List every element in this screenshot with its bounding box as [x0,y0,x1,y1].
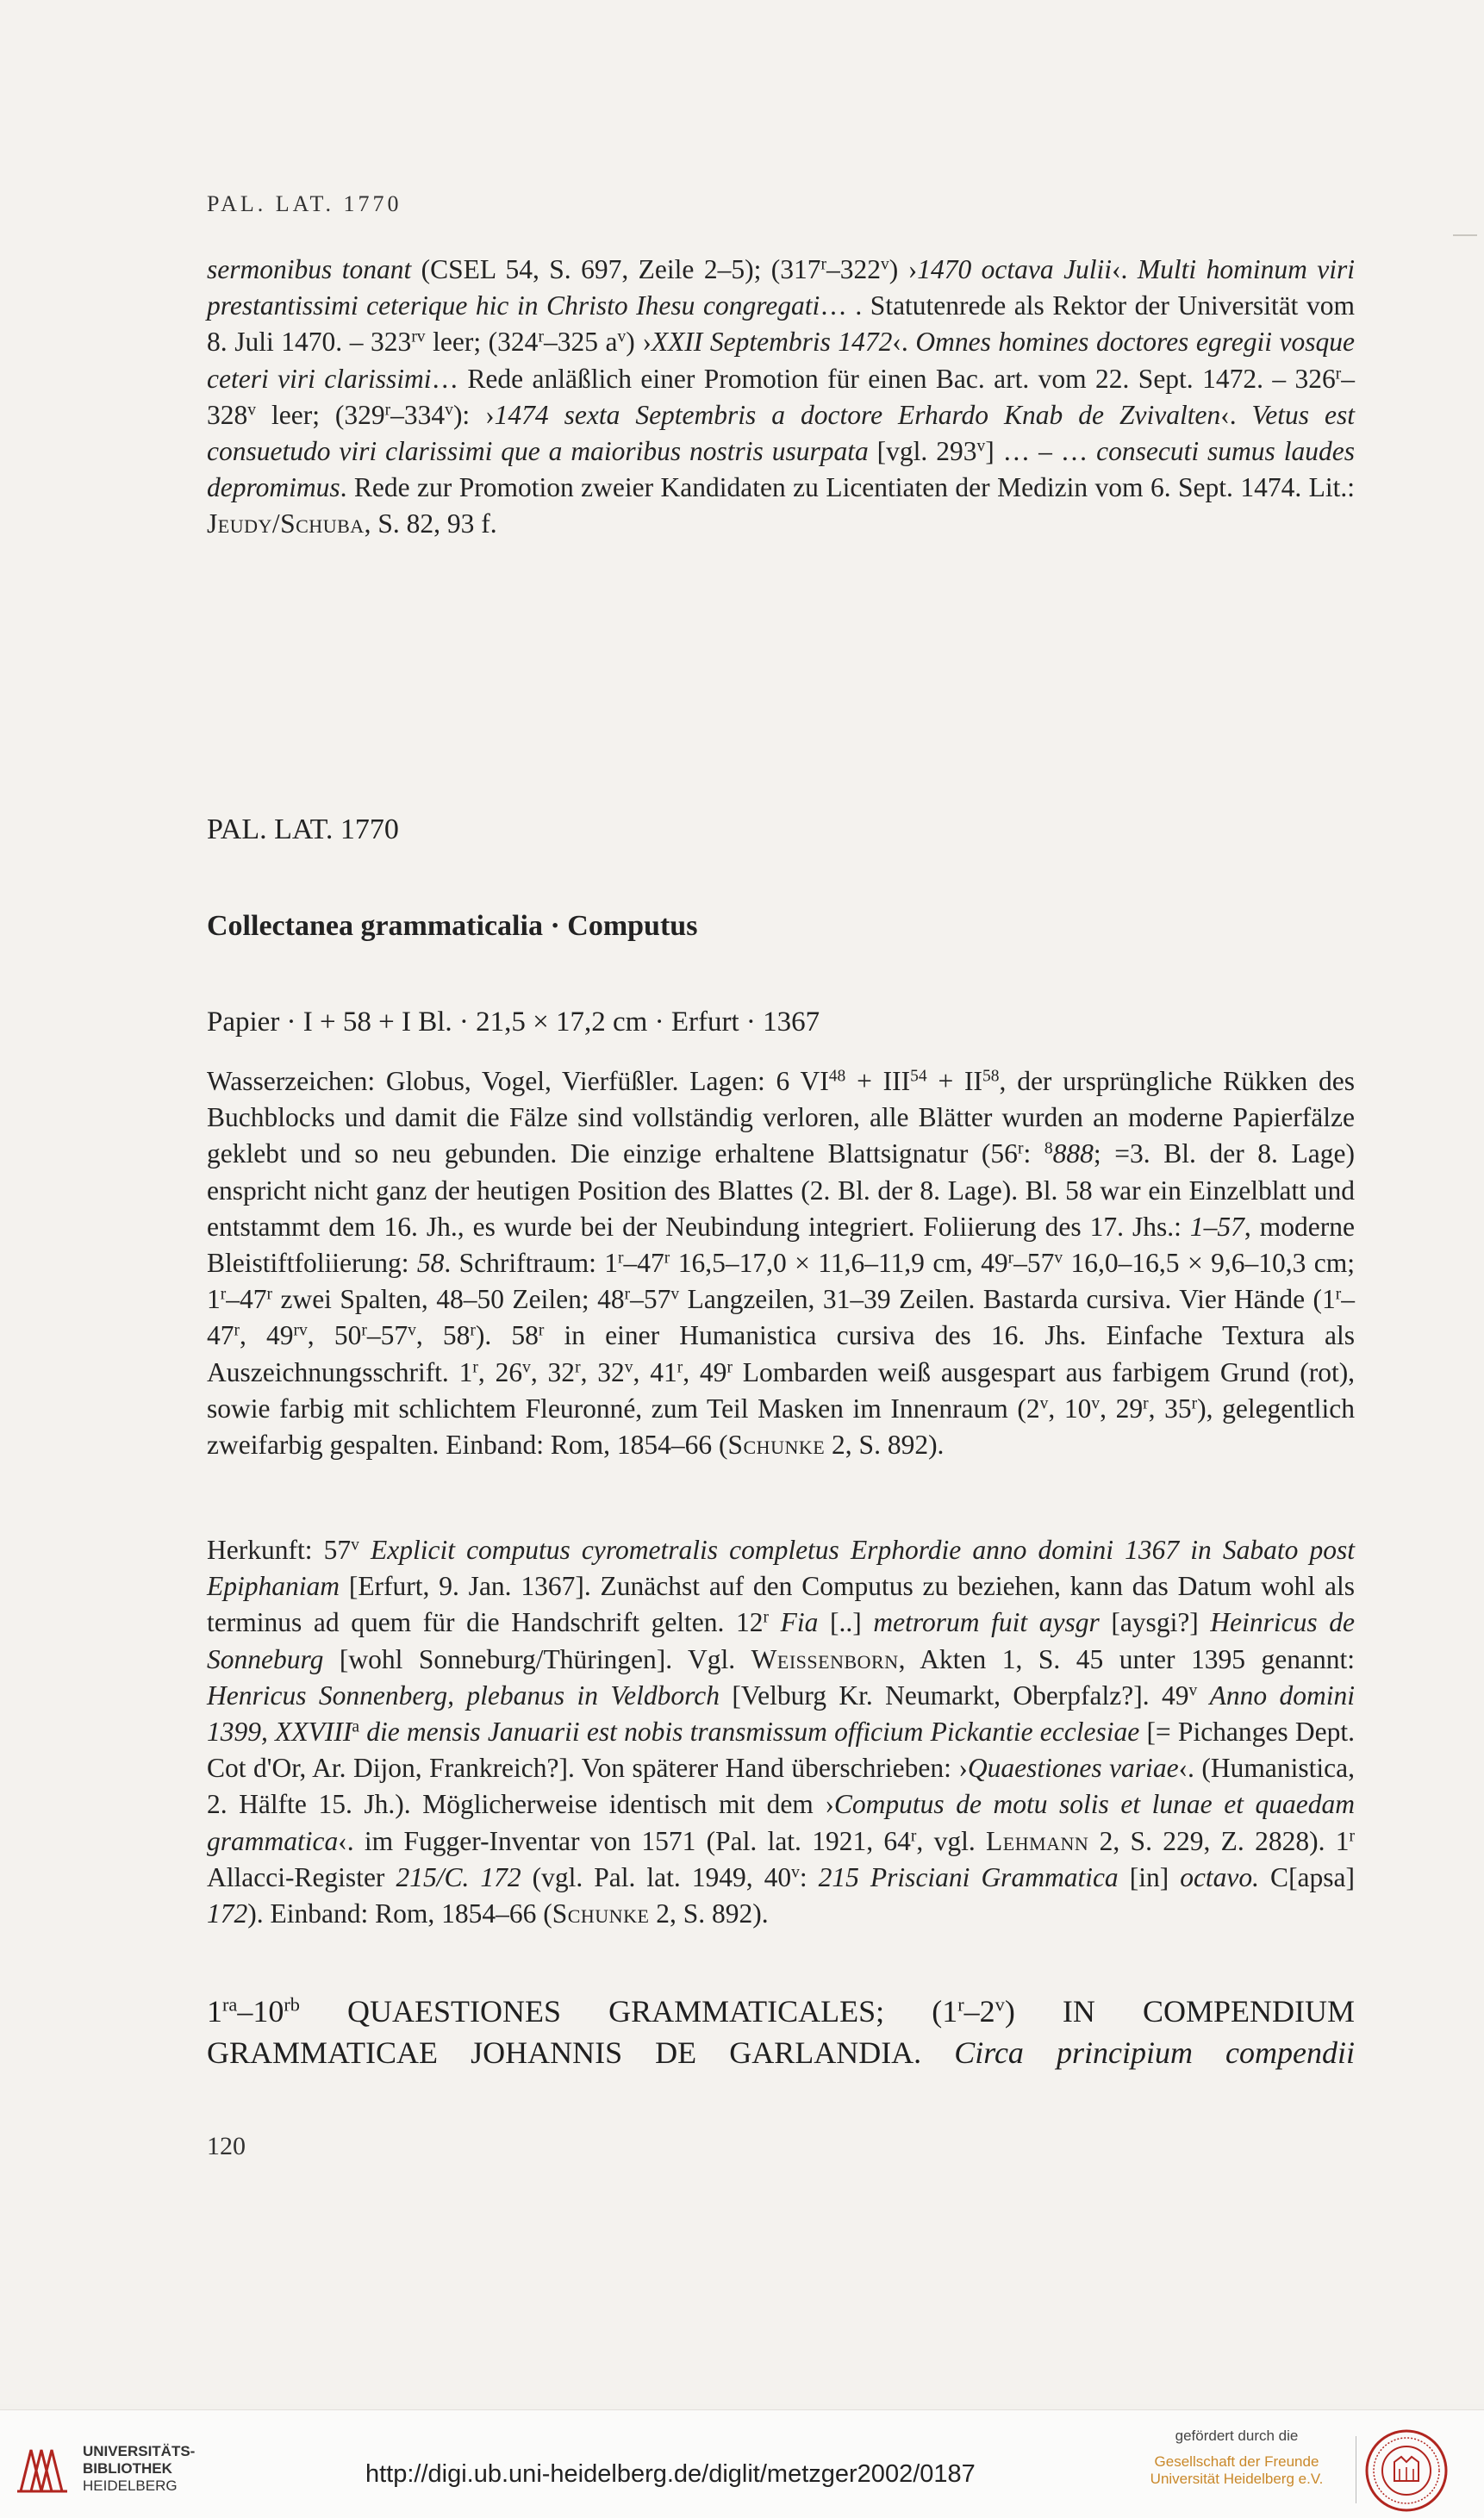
text-run: , 26 [477,1356,523,1387]
text-run: Wasserzeichen: Globus, Vogel, Vierfüßler. Lagen: 6 VI [207,1066,829,1096]
italic-text: 1470 octava Julii [917,254,1113,284]
provenance-text [207,1532,1355,1932]
library-name[interactable] [83,2443,195,2495]
section-heading: PAL. LAT. 1770 [207,813,399,845]
text-run: ‹. (Humanistica, 2. Hälfte 15. Jh.). Möglicherweise identisch mit dem › [207,1753,1356,1820]
text-run: ). Einband: Rom, 1854–66 ( [247,1898,552,1929]
italic-text: 58 [416,1248,445,1279]
text-run: leer; (329 [256,399,385,430]
superscript: v [976,437,986,456]
text-run: : [1023,1138,1044,1169]
contents-entry-text [207,1994,1355,2070]
italic-text: 172 [207,1898,248,1929]
superscript: r [538,327,544,346]
text-run: [Erfurt, 9. Jan. 1367]. Zunächst auf den Computus zu beziehen, kann das Datum wohl als terminus ad quem für die Handschrift gelten. 12 [207,1571,1355,1638]
superscript: r [726,1357,733,1376]
library-name-line: HEIDELBERG [83,2477,178,2494]
text-run: , Akten 1, S. 45 unter 1395 genannt: [898,1643,1355,1674]
text-run: –47 [207,1284,1356,1351]
superscript: r [220,1285,227,1304]
text-run: , 35 [1148,1393,1192,1424]
text-run: [= Pichanges Dept. Cot d'Or, Ar. Dijon, Frankreich?]. Von späterer Hand überschrieben: › [207,1717,1355,1784]
italic-text: 1–57 [1189,1211,1244,1242]
italic-text: metrorum fuit aysgr [873,1607,1100,1638]
text-run: [wohl Sonneburg/Thüringen]. Vgl. [323,1643,751,1674]
text-run: . Rede zur Promotion zweier Kandidaten zu Licentiaten der Medizin vom 6. Sept. 1474. Lit.: [340,472,1355,503]
italic-text: 215/C. 172 [396,1861,521,1892]
superscript: ra [222,1993,238,2016]
text-run: Lombarden weiß ausgespart aus farbigem Grund (rot), sowie farbig mit schlichtem Fleuronné, zum Teil Masken im Innenraum (2 [207,1356,1356,1424]
contents-entry [207,1991,1355,2073]
superscript: 54 [910,1067,927,1086]
text-run: –2 [963,1994,995,2029]
superscript: v [1039,1394,1049,1413]
text-run: … . Statutenrede als Rektor der Universität vom 8. Juli 1470. – 323 [207,290,1356,358]
superscript: r [1349,1826,1356,1845]
text-run: –57 [366,1320,408,1351]
superscript: r [538,1321,545,1340]
text-run: ) › [889,254,918,284]
superscript: r [575,1357,581,1376]
superscript: rv [293,1321,308,1340]
italic-text: Henricus Sonnenberg, plebanus in Veldborch [207,1680,720,1711]
text-run: . Schriftraum: 1 [444,1248,619,1279]
text-run: –322 [826,254,882,284]
superscript: r [1017,1139,1024,1158]
superscript: r [677,1357,683,1376]
library-name-line: BIBLIOTHEK [83,2460,172,2477]
superscript: 8 [1044,1139,1053,1158]
superscript: r [234,1321,240,1340]
text-run: –57 [1013,1248,1055,1279]
running-head: PAL. LAT. 1770 [207,191,402,216]
italic-text: 888 [1052,1138,1094,1169]
text-run: , 49 [240,1320,294,1351]
text-run: leer; (324 [425,327,539,358]
text-run: ‹. [892,327,916,358]
text-run [769,1607,781,1637]
superscript: r [470,1321,476,1340]
text-run: ‹. [1220,399,1252,430]
text-run: –325 a [543,327,618,358]
text-run: [vgl. 293 [868,436,977,467]
page-number: 120 [207,2132,246,2160]
text-run: Allacci-Register [207,1861,396,1892]
italic-text: 215 Prisciani Grammatica [818,1861,1119,1892]
superscript: r [266,1285,272,1304]
text-run: [..] [818,1607,874,1638]
superscript: r [1335,1285,1342,1304]
sponsor-name-line: Gesellschaft der Freunde [1154,2453,1319,2470]
superscript: r [361,1321,367,1340]
university-seal-icon [1363,2428,1450,2514]
text-run: ). 58 [475,1320,539,1351]
author-name: Schunke [727,1430,826,1461]
text-run: [aysgi?] [1099,1607,1211,1638]
superscript: rv [411,327,426,346]
text-run [359,1535,371,1565]
text-run: ‹. im Fugger-Inventar von 1571 (Pal. lat. 1921, 64 [338,1825,911,1856]
page-edge-mark [1453,234,1477,236]
superscript: v [995,1993,1005,2016]
superscript: r [1007,1249,1014,1268]
text-run: 16,5–17,0 × 11,6–11,9 cm, 49 [670,1248,1008,1279]
sponsor-block[interactable] [1129,2428,1344,2488]
text-run: : [799,1861,819,1892]
superscript: r [384,401,391,420]
top-paragraph [207,252,1355,543]
text-run: , 50 [307,1320,362,1351]
text-run: + II [926,1066,982,1096]
superscript: r [763,1608,770,1627]
italic-text: Explicit computus cyrometralis completus Erphordie anno domini 1367 in Sabato post Epiphaniam [207,1535,1355,1602]
text-run: , 29 [1100,1393,1144,1424]
superscript: r [624,1285,631,1304]
text-run: 16,0–16,5 × 9,6–10,3 cm; 1 [207,1248,1355,1315]
superscript: r [1143,1394,1149,1413]
italic-text: die mensis Januarii est nobis transmissum officium Pickantie ecclesiae [366,1717,1140,1748]
superscript: 58 [982,1067,1000,1086]
sponsor-name-line: Universität Heidelberg e.V. [1150,2471,1324,2487]
text-run: –57 [630,1284,671,1315]
text-run: , der ursprüngliche Rükken des Buchblocks und damit die Fälze sind vollständig verloren, alle Blätter wurden an moderne Papierfälze geklebt und so neu gebunden. Die einzige erhaltene Blattsignatur (56 [207,1066,1356,1169]
italic-text: Fia [780,1607,819,1638]
text-run: in einer Humanistica cursiva des 16. Jhs. Einfache Textura als Auszeichnungsschrift. 1 [207,1320,1356,1387]
text-run: … Rede anläßlich einer Promotion für einen Bac. art. vom 22. Sept. 1472. – 326 [431,363,1336,394]
superscript: rb [284,1993,300,2016]
italic-text: Circa principium compendii [954,2035,1355,2070]
superscript: r [820,255,827,274]
superscript: v [408,1321,416,1340]
footer-bar [0,2409,1484,2518]
italic-text: Anno domini 1399, XXVIII [207,1680,1356,1748]
text-run [1197,1680,1209,1711]
text-run: C[apsa] [1259,1861,1356,1892]
text-run: –47 [226,1284,267,1315]
italic-text: Heinricus de Sonneburg [207,1607,1356,1674]
text-run: , 10 [1048,1393,1092,1424]
italic-text: Vetus est consuetudo viri clarissimi que a maioribus nostris usurpata [207,399,1356,467]
author-name: Weissenborn [751,1643,899,1674]
library-name-line: UNIVERSITÄTS- [83,2443,196,2459]
text-run: [Velburg Kr. Neumarkt, Oberpfalz?]. 49 [719,1680,1189,1711]
italic-text: Computus de motu solis et lunae et quaedam grammatica [207,1789,1356,1856]
italic-text: Multi hominum viri prestantissimi ceterique hic in Christo Ihesu congregati [207,254,1356,321]
italic-text: sermonibus tonant [207,254,412,284]
superscript: r [910,1826,917,1845]
superscript: v [617,327,627,346]
superscript: v [670,1285,680,1304]
text-run: ), gelegentlich zweifarbig gespalten. Einband: Rom, 1854–66 ( [207,1393,1356,1461]
text-run: [in] [1118,1861,1181,1892]
text-run: , 49 [683,1356,727,1387]
superscript: v [1054,1249,1063,1268]
text-run: –328 [207,363,1355,430]
italic-text: consecuti sumus laudes depromimus [207,436,1355,503]
superscript: 48 [828,1067,846,1086]
superscript: v [624,1357,633,1376]
italic-text: 1474 sexta Septembris a doctore Erhardo Knab de Zvivalten [494,399,1221,430]
superscript: v [1091,1394,1101,1413]
text-run: –10 [237,1994,284,2029]
superscript: v [445,401,453,420]
italic-text: XXII Septembris 1472 [651,327,893,358]
text-run: (vgl. Pal. lat. 1949, 40 [521,1861,792,1892]
superscript: r [664,1249,670,1268]
author-name: Schunke [552,1898,650,1929]
library-logo-icon[interactable] [12,2438,72,2498]
top-paragraph-text [207,252,1355,543]
text-run: ) › [626,327,652,358]
text-run: ] … – … [985,436,1097,467]
superscript: r [1335,364,1342,383]
text-run: ): › [452,399,495,430]
text-run: , S. 82, 93 f. [364,508,497,539]
text-run: + III [845,1066,911,1096]
text-run [359,1717,366,1747]
text-run: , 41 [633,1356,677,1387]
text-run: Herkunft: 57 [207,1535,352,1565]
text-run: , vgl. [916,1825,987,1856]
italic-text: Omnes homines doctores egregii vosque ceteri viri clarissimi [207,327,1355,394]
text-run: (CSEL 54, S. 697, Zeile 2–5); (317 [411,254,821,284]
superscript: r [1191,1394,1198,1413]
description-paragraph [207,1063,1355,1463]
text-run: Langzeilen, 31–39 Zeilen. Bastarda cursiva. Vier Hände (1 [679,1284,1336,1315]
superscript: v [1188,1681,1198,1700]
text-run: , 58 [415,1320,471,1351]
superscript: v [522,1357,531,1376]
author-name: Lehmann [986,1825,1089,1856]
text-run: ‹. [1112,254,1138,284]
provenance-paragraph [207,1532,1355,1932]
description-text [207,1063,1355,1463]
text-run: 2, S. 892). [825,1430,945,1461]
superscript: v [791,1863,800,1882]
sponsor-label: gefördert durch die [1175,2428,1299,2444]
superscript: r [472,1357,478,1376]
superscript: r [957,1993,964,2016]
text-run: , moderne Bleistiftfoliierung: [207,1211,1355,1279]
text-run: 2, S. 229, Z. 2828). 1 [1088,1825,1350,1856]
superscript: v [247,401,257,420]
text-run: ) IN COMPENDIUM GRAMMATICAE JOHANNIS DE GARLANDIA. [207,1994,1355,2070]
text-run: ; =3. Bl. der 8. Lage) enspricht nicht ganz der heutigen Position des Blattes (2. Bl. der 8. Lage). Bl. 58 war ein Einzelblatt und entstammt dem 16. Jh., es wurde bei der Neubindung integriert. Foliierung des 17. Jhs.: [207,1138,1355,1242]
text-run: –334 [390,399,446,430]
author-name: Jeudy/Schuba [207,508,365,539]
manuscript-title: Collectanea grammaticalia · Computus [207,910,698,942]
text-run: , 32 [530,1356,576,1387]
text-run: 1 [207,1994,222,2029]
permalink-url[interactable]: http://digi.ub.uni-heidelberg.de/diglit/metzger2002/0187 [365,2460,976,2488]
superscript: v [351,1536,359,1555]
text-run: –47 [623,1248,664,1279]
manuscript-specs: Papier · I + 58 + I Bl. · 21,5 × 17,2 cm · Erfurt · 1367 [207,1007,820,1038]
text-run: 2, S. 892). [649,1898,769,1929]
italic-text: octavo. [1180,1861,1260,1892]
superscript: a [352,1717,359,1736]
superscript: v [881,255,889,274]
superscript: r [618,1249,624,1268]
text-run: zwei Spalten, 48–50 Zeilen; 48 [272,1284,625,1315]
text-run: , 32 [580,1356,625,1387]
italic-text: Quaestiones variae [967,1753,1179,1784]
text-run: QUAESTIONES GRAMMATICALES; (1 [299,1994,958,2029]
